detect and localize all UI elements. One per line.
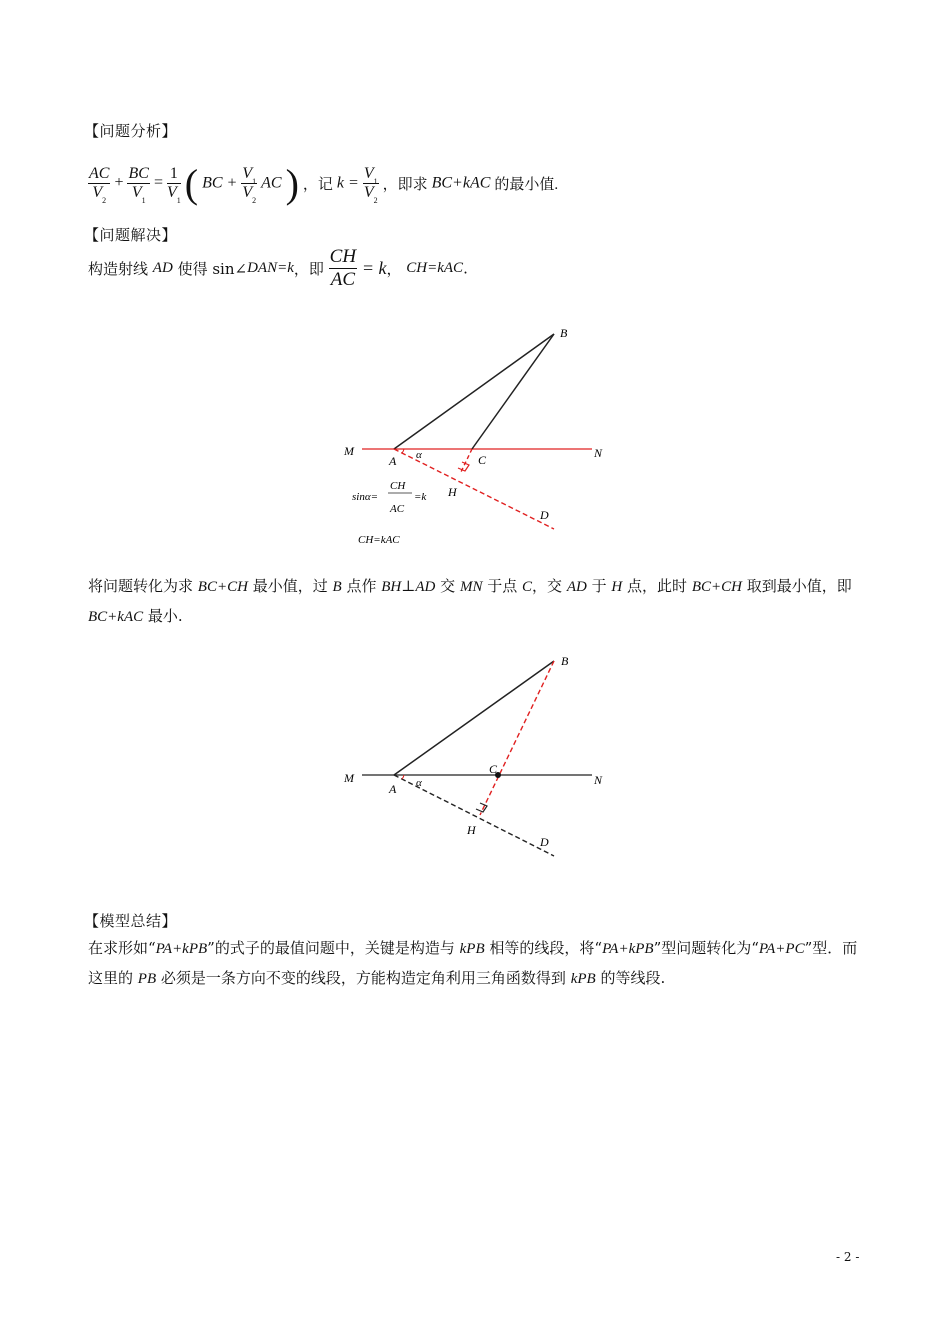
ray-ad <box>394 449 554 529</box>
label-b: B <box>560 326 568 340</box>
label-d: D <box>540 508 549 522</box>
section-heading-analysis: 【问题分析】 <box>84 122 178 140</box>
label-n: N <box>594 773 603 787</box>
label-alpha: α <box>416 449 422 461</box>
segment-ab <box>394 334 554 449</box>
solution-line: 构造射线 AD 使得 sin∠DAN=k，即 $\frac{CH}{AC}$ = k， CH=kAC. <box>88 246 468 290</box>
label-d: D <box>540 835 549 849</box>
right-angle-mark-h <box>476 803 487 812</box>
right-paren: ) <box>285 161 299 206</box>
fraction-bc-v1: $\frac{BC}{V_1}$ <box>128 165 149 205</box>
sin-numerator: CH <box>390 480 406 492</box>
page-number: - 2 - <box>836 1250 860 1264</box>
paragraph-transform: 将问题转化为求 BC+CH 最小值，过 B 点作 BH⊥AD 交 MN 于点 C，交 AD 于 H 点，此时 BC+CH 取到最小值，即 BC+kAC 最小. <box>88 577 852 625</box>
fraction-v1-v2: $\frac{V_1}{V_2}$ <box>242 165 257 205</box>
label-h: H <box>448 485 457 499</box>
segment-bh <box>480 661 554 815</box>
summary-paragraph: 在求形如“PA+kPB”的式子的最值问题中，关键是构造与 kPB 相等的线段，将“PA+kPB”型问题转化为“PA+PC”型．而这里的 PB 必须是一条方向不变的线段，方能构造定角利用三角函数得到 kPB 的等线段. <box>88 939 858 987</box>
section-heading-solution: 【问题解决】 <box>84 226 178 244</box>
segment-bc <box>472 334 554 449</box>
fraction-ac-v2: $\frac{AC}{V_2}$ <box>89 165 110 205</box>
fraction-ch-ac: $\frac{CH}{AC}$ <box>329 246 357 290</box>
figure-1 <box>330 318 620 558</box>
sin-denominator: AC <box>390 503 405 515</box>
fraction-1-v1: $\frac{1}{V_1}$ <box>166 165 181 205</box>
ch-equals-kac: CH=kAC <box>358 534 400 546</box>
formula-line-1: $\frac{AC}{V_2}$ + $\frac{BC}{V_1}$ = $\frac{1}{V_1}$ ( BC + $\frac{V_1}{V_2}$ AC ) ，记 k = $\frac{V_1}{V_2}$ ，即求 BC+kAC 的最小值. <box>89 161 559 206</box>
section-heading-summary: 【模型总结】 <box>84 912 178 930</box>
sin-prefix: sinα= <box>352 491 379 503</box>
left-paren: ( <box>184 161 199 206</box>
label-a: A <box>389 454 397 468</box>
label-m: M <box>344 771 354 785</box>
label-c: C <box>489 762 498 776</box>
segment-ab <box>394 661 554 775</box>
label-m: M <box>344 444 354 458</box>
sin-suffix: =k <box>414 491 427 503</box>
label-a: A <box>389 782 397 796</box>
label-n: N <box>594 446 603 460</box>
label-b: B <box>561 654 569 668</box>
fraction-k-definition: $\frac{V_1}{V_2}$ <box>363 165 378 205</box>
right-angle-mark-h <box>458 462 469 471</box>
label-alpha: α <box>416 777 422 789</box>
figure-2 <box>330 648 620 868</box>
label-h: H <box>467 823 476 837</box>
label-c: C <box>478 453 487 467</box>
